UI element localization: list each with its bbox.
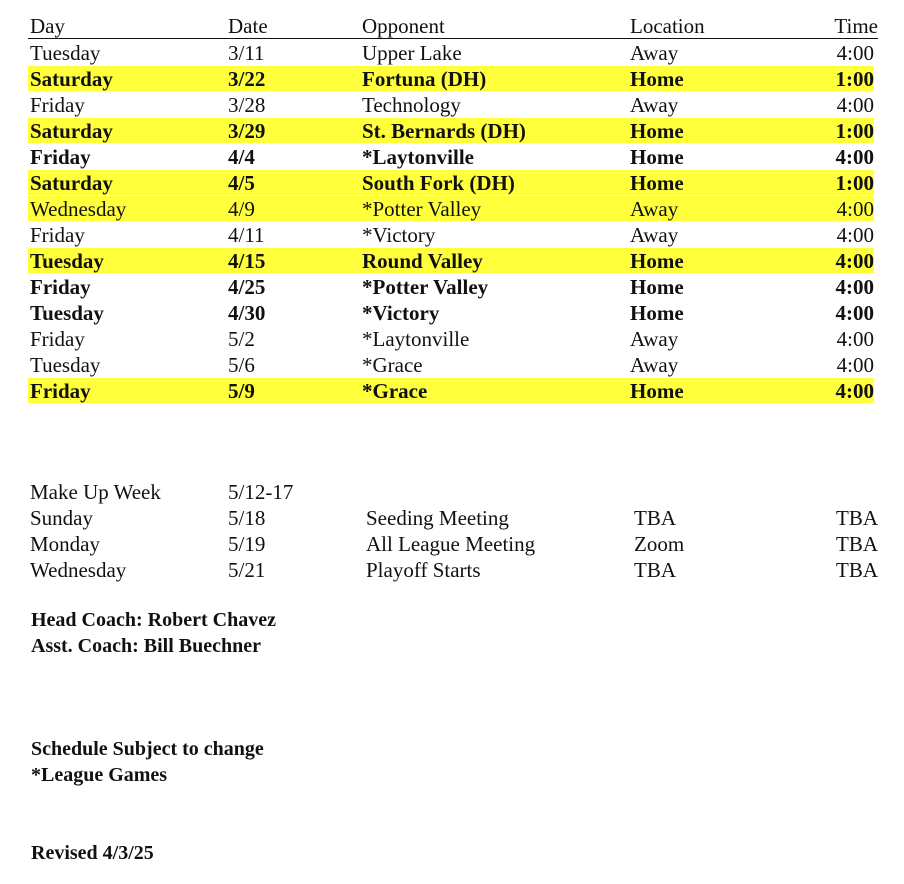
postseason-time: TBA	[836, 506, 878, 530]
game-row	[28, 300, 874, 325]
game-row	[28, 118, 874, 143]
game-opponent: Round Valley	[362, 249, 483, 273]
postseason-day: Make Up Week	[30, 480, 161, 504]
game-location: Away	[630, 93, 679, 117]
game-day: Friday	[30, 379, 91, 403]
game-opponent: *Laytonville	[362, 327, 470, 351]
postseason-date: 5/12-17	[228, 480, 294, 504]
game-opponent: *Victory	[362, 223, 436, 247]
game-day: Friday	[30, 327, 85, 351]
game-time: 4:00	[836, 197, 874, 221]
game-time: 1:00	[835, 67, 874, 91]
game-location: Away	[630, 41, 679, 65]
game-date: 4/25	[228, 275, 266, 299]
game-location: Away	[630, 327, 679, 351]
game-time: 4:00	[836, 93, 874, 117]
game-opponent: Fortuna (DH)	[362, 67, 487, 91]
game-opponent: *Potter Valley	[362, 275, 489, 299]
game-date: 4/15	[228, 249, 266, 273]
game-opponent: Upper Lake	[362, 41, 462, 65]
game-day: Tuesday	[30, 249, 104, 273]
postseason-row	[28, 558, 878, 583]
header-day: Day	[30, 14, 65, 38]
game-day: Friday	[30, 145, 91, 169]
game-day: Wednesday	[30, 197, 127, 221]
postseason-date: 5/18	[228, 506, 266, 530]
game-opponent: *Grace	[362, 353, 423, 377]
postseason-row	[28, 506, 878, 531]
game-date: 5/2	[228, 327, 255, 351]
game-date: 4/5	[228, 171, 255, 195]
game-day: Tuesday	[30, 41, 101, 65]
game-row	[28, 326, 874, 351]
game-opponent: St. Bernards (DH)	[362, 119, 526, 143]
postseason-location: Zoom	[634, 532, 685, 556]
game-date: 4/30	[228, 301, 266, 325]
game-time: 4:00	[836, 223, 874, 247]
game-time: 4:00	[836, 327, 874, 351]
game-time: 1:00	[835, 171, 874, 195]
game-opponent: *Laytonville	[362, 145, 475, 169]
game-location: Home	[630, 67, 684, 91]
postseason-time: TBA	[836, 532, 878, 556]
game-day: Saturday	[30, 119, 113, 143]
postseason-day: Wednesday	[30, 558, 127, 582]
game-location: Home	[630, 301, 684, 325]
postseason-time: TBA	[836, 558, 878, 582]
postseason-day: Monday	[30, 532, 100, 556]
game-location: Home	[630, 171, 684, 195]
game-time: 1:00	[835, 119, 874, 143]
game-row	[28, 352, 874, 377]
game-row	[28, 274, 874, 299]
league-games-note: *League Games	[31, 764, 168, 786]
game-location: Home	[630, 249, 684, 273]
game-location: Away	[630, 223, 679, 247]
postseason-row	[28, 532, 878, 557]
head-coach: Head Coach: Robert Chavez	[31, 609, 276, 631]
assistant-coach: Asst. Coach: Bill Buechner	[31, 635, 261, 657]
game-date: 4/11	[228, 223, 265, 247]
game-row	[28, 170, 874, 195]
game-day: Tuesday	[30, 353, 101, 377]
game-day: Friday	[30, 223, 85, 247]
game-opponent: *Potter Valley	[362, 197, 482, 221]
game-date: 3/11	[228, 41, 265, 65]
game-row	[28, 66, 874, 91]
postseason-date: 5/21	[228, 558, 266, 582]
game-date: 3/28	[228, 93, 266, 117]
game-location: Home	[630, 145, 684, 169]
postseason-event: Playoff Starts	[366, 558, 481, 582]
game-row	[28, 378, 874, 403]
postseason-location: TBA	[634, 558, 676, 582]
game-time: 4:00	[835, 301, 874, 325]
game-row	[28, 40, 874, 65]
game-date: 4/4	[228, 145, 255, 169]
game-time: 4:00	[835, 145, 874, 169]
game-row	[28, 196, 874, 221]
header-date: Date	[228, 14, 268, 38]
header-opponent: Opponent	[362, 14, 445, 38]
game-day: Saturday	[30, 67, 113, 91]
game-time: 4:00	[836, 353, 874, 377]
game-date: 5/9	[228, 379, 255, 403]
game-time: 4:00	[835, 379, 874, 403]
postseason-event: Seeding Meeting	[366, 506, 509, 530]
game-opponent: Technology	[362, 93, 461, 117]
game-location: Home	[630, 119, 684, 143]
schedule-header-row	[28, 12, 878, 39]
game-opponent: South Fork (DH)	[362, 171, 515, 195]
game-row	[28, 248, 874, 273]
game-location: Away	[630, 353, 679, 377]
postseason-location: TBA	[634, 506, 676, 530]
game-opponent: *Victory	[362, 301, 440, 325]
game-location: Home	[630, 379, 684, 403]
game-date: 4/9	[228, 197, 255, 221]
game-opponent: *Grace	[362, 379, 428, 403]
game-date: 5/6	[228, 353, 255, 377]
game-row	[28, 92, 874, 117]
game-day: Friday	[30, 93, 85, 117]
game-location: Home	[630, 275, 684, 299]
game-row	[28, 222, 874, 247]
header-location: Location	[630, 14, 705, 38]
game-date: 3/22	[228, 67, 266, 91]
revised-date: Revised 4/3/25	[31, 842, 154, 864]
game-row	[28, 144, 874, 169]
postseason-date: 5/19	[228, 532, 266, 556]
game-time: 4:00	[835, 275, 874, 299]
game-day: Saturday	[30, 171, 113, 195]
postseason-day: Sunday	[30, 506, 93, 530]
game-time: 4:00	[836, 41, 874, 65]
header-time: Time	[834, 14, 878, 38]
postseason-event: All League Meeting	[366, 532, 536, 556]
game-date: 3/29	[228, 119, 266, 143]
game-day: Tuesday	[30, 301, 104, 325]
game-day: Friday	[30, 275, 91, 299]
game-location: Away	[630, 197, 679, 221]
postseason-row	[28, 480, 878, 505]
schedule-change-note: Schedule Subject to change	[31, 738, 264, 760]
game-time: 4:00	[835, 249, 874, 273]
